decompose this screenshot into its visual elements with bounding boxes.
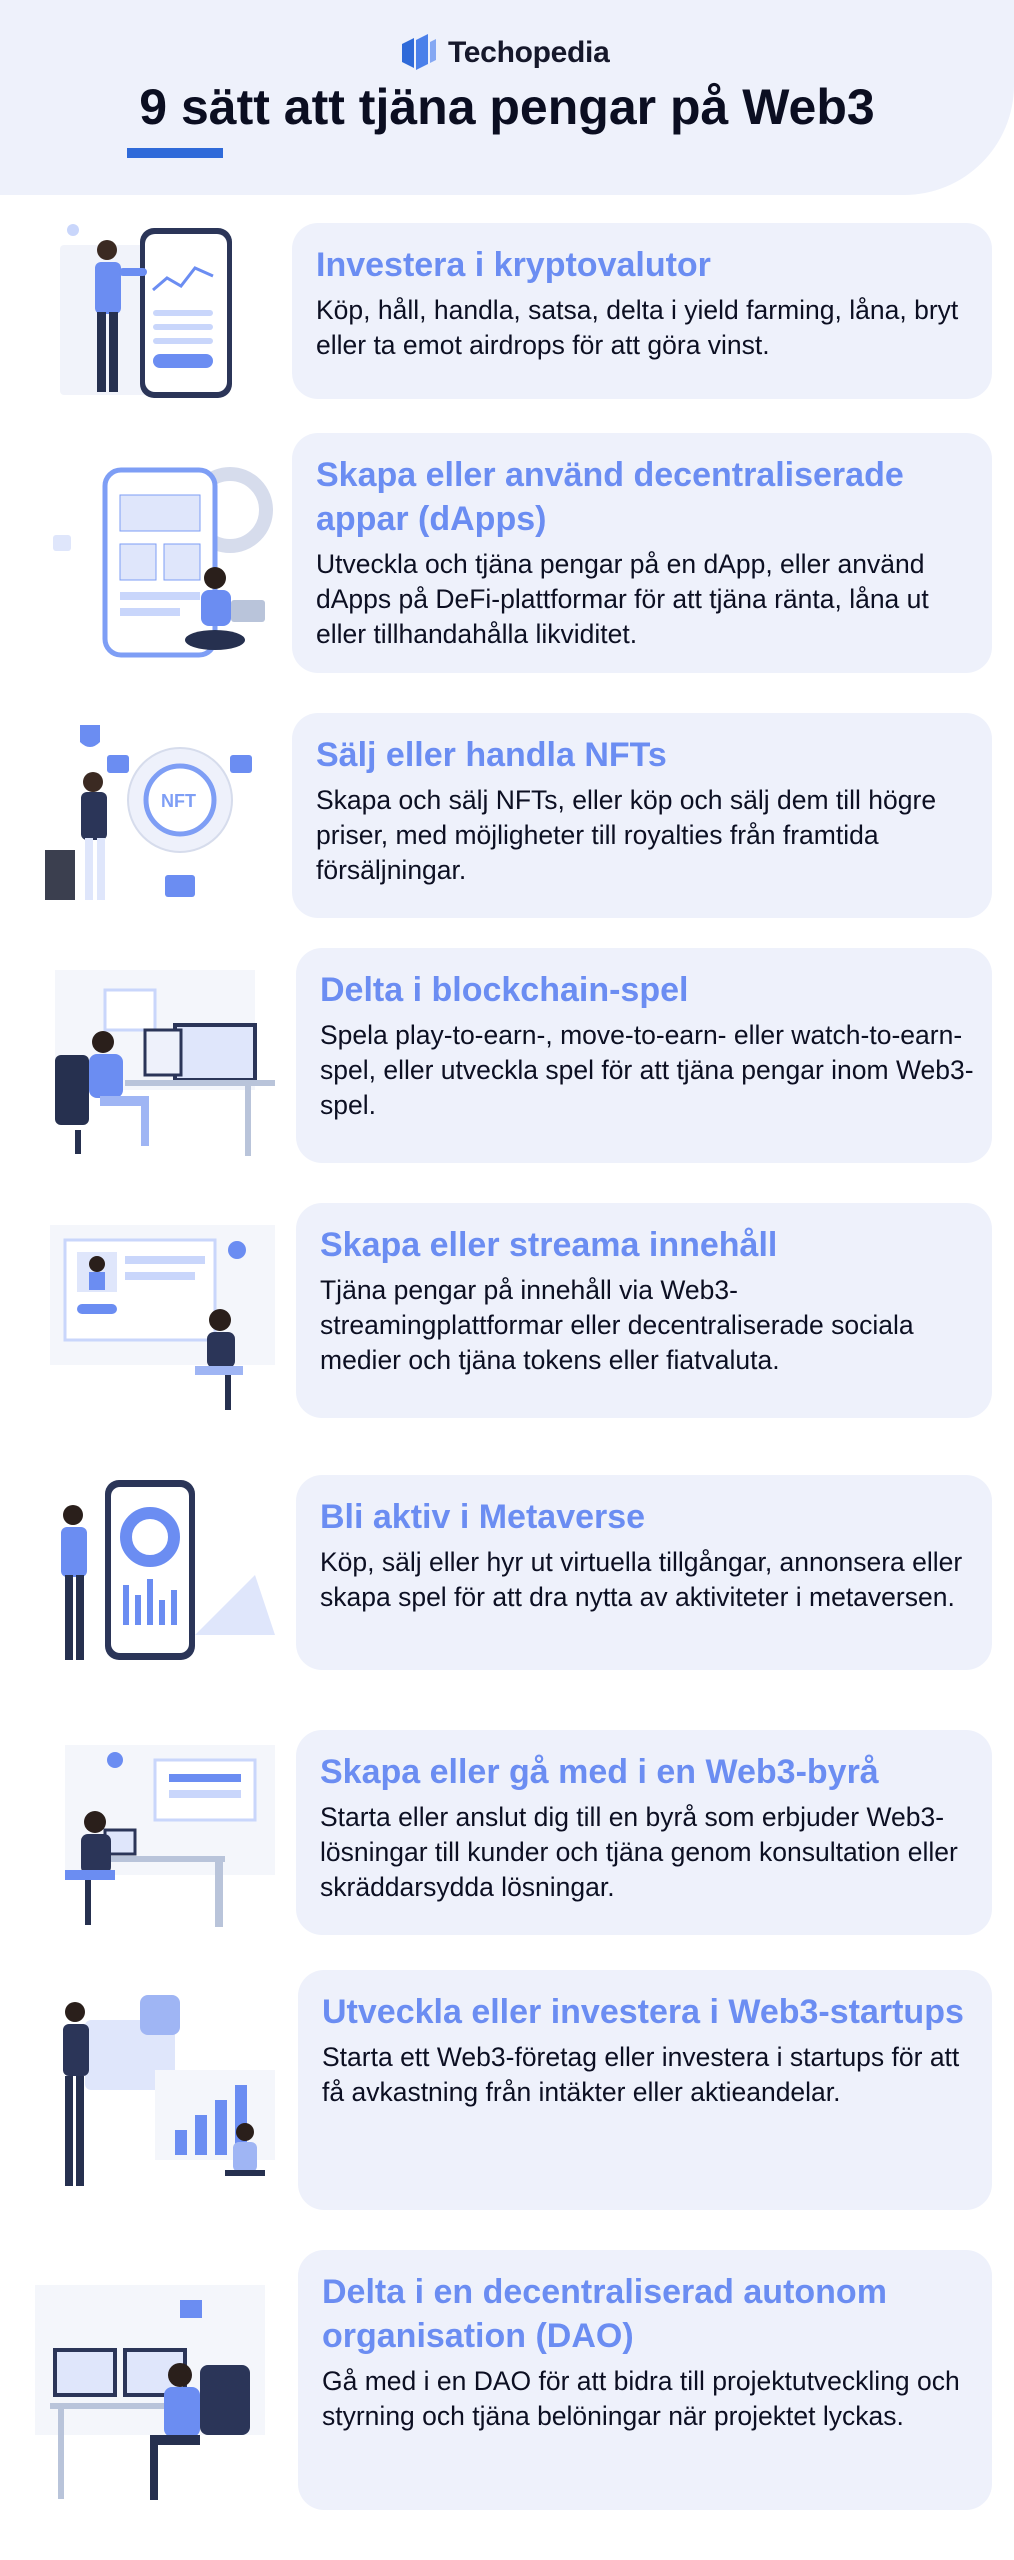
list-item <box>0 705 1014 920</box>
item-description: Köp, sälj eller hyr ut virtuella tillgångar, annonsera eller skapa spel för att dra nytta av aktiviteter i metaversen. <box>320 1547 963 1612</box>
list-item <box>0 2245 1014 2535</box>
item-card <box>292 713 992 918</box>
item-heading: Skapa eller streama innehåll <box>320 1226 778 1264</box>
list-item <box>0 1465 1014 1680</box>
item-card <box>296 1730 992 1935</box>
item-heading: Sälj eller handla NFTs <box>316 736 667 774</box>
item-card <box>298 1970 992 2210</box>
metaverse-phone-chart-illustration <box>45 1475 285 1670</box>
header <box>0 0 1014 195</box>
item-card <box>296 1203 992 1418</box>
nft-coin-illustration <box>45 710 285 910</box>
dao-workstation-illustration <box>30 2275 270 2515</box>
item-heading: Delta i blockchain-spel <box>320 971 689 1009</box>
person-with-laptop-app-wireframe-illustration <box>45 440 285 670</box>
item-card <box>296 1475 992 1670</box>
list-item <box>0 940 1014 1175</box>
item-description: Utveckla och tjäna pengar på en dApp, eller använd dApps på DeFi-plattformar för att tjäna ränta, låna ut eller tillhandahålla likviditet. <box>316 549 929 649</box>
list-item <box>0 1195 1014 1430</box>
title-underline <box>127 148 223 158</box>
content-streamer-illustration <box>45 1220 285 1415</box>
item-description: Tjäna pengar på innehåll via Web3-streamingplattformar eller decentraliserade sociala medier och tjäna tokens eller fiatvaluta. <box>320 1275 914 1375</box>
item-heading: Skapa eller använd decentraliserade appar (dApps) <box>316 456 904 538</box>
list-item <box>0 1720 1014 1945</box>
list-item <box>0 430 1014 690</box>
gamer-at-desk-illustration <box>45 970 285 1160</box>
item-heading: Delta i en decentraliserad autonom organisation (DAO) <box>322 2273 887 2355</box>
page-title: 9 sätt att tjäna pengar på Web3 <box>139 79 875 135</box>
item-description: Starta ett Web3-företag eller investera i startups för att få avkastning från intäkter eller aktieandelar. <box>322 2042 960 2107</box>
item-card <box>296 948 992 1163</box>
item-description: Köp, håll, handla, satsa, delta i yield farming, låna, bryt eller ta emot airdrops för att göra vinst. <box>316 295 959 360</box>
item-heading: Investera i kryptovalutor <box>316 246 711 284</box>
list-item <box>0 215 1014 415</box>
brand-name: Techopedia <box>448 36 610 69</box>
item-heading: Bli aktiv i Metaverse <box>320 1498 646 1536</box>
person-with-phone-crypto-illustration <box>45 220 285 410</box>
item-description: Gå med i en DAO för att bidra till projektutveckling och styrning och tjäna belöningar när projektet lyckas. <box>322 2366 960 2431</box>
startup-growth-chart-illustration <box>45 1990 285 2195</box>
list-item <box>0 1965 1014 2220</box>
item-card <box>298 2250 992 2510</box>
techopedia-logo-icon <box>400 34 438 72</box>
item-description: Skapa och sälj NFTs, eller köp och sälj dem till högre priser, med möjligheter till royalties från framtida försäljningar. <box>316 785 937 885</box>
agency-office-illustration <box>45 1740 285 1935</box>
item-card <box>292 433 992 673</box>
svg-text:NFT: NFT <box>161 791 196 811</box>
item-description: Spela play-to-earn-, move-to-earn- eller watch-to-earn-spel, eller utveckla spel för att tjäna pengar inom Web3-spel. <box>320 1020 974 1120</box>
brand-logo[interactable] <box>400 32 609 74</box>
item-description: Starta eller anslut dig till en byrå som erbjuder Web3-lösningar till kunder och tjäna genom konsultation eller skräddarsydda lösningar. <box>320 1802 958 1902</box>
item-card <box>292 223 992 399</box>
item-heading: Utveckla eller investera i Web3-startups <box>322 1993 964 2031</box>
item-heading: Skapa eller gå med i en Web3-byrå <box>320 1753 879 1791</box>
